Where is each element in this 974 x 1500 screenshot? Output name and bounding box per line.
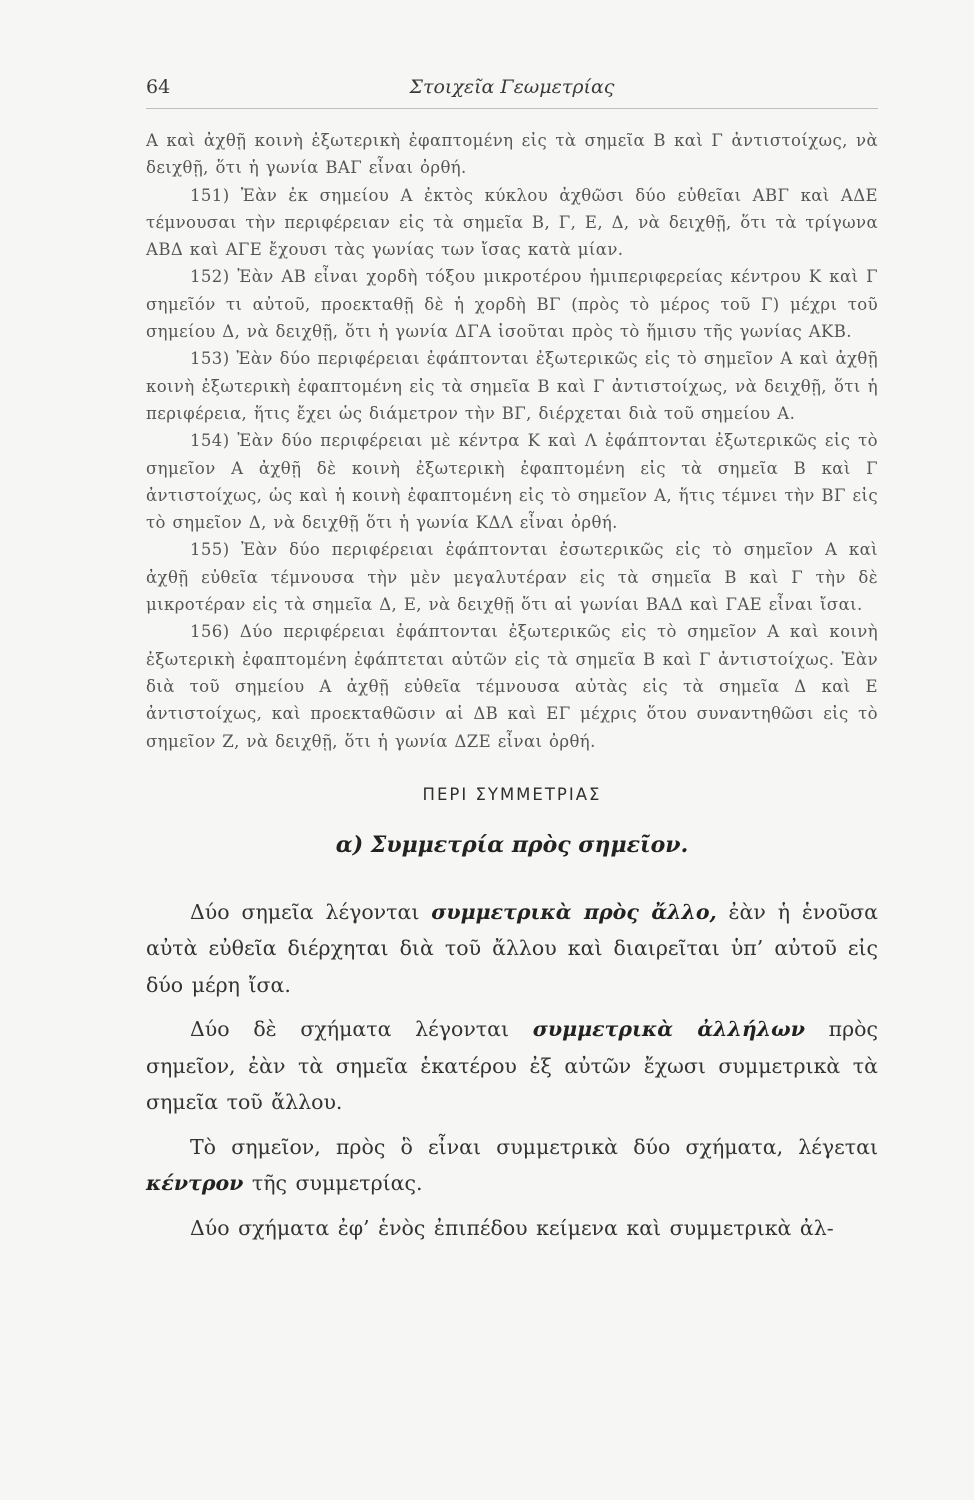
exercise-150-continuation: Α καὶ ἀχθῇ κοινὴ ἐξωτερικὴ ἐφαπτομένη εἰς τὰ σημεῖα Β καὶ Γ ἀντιστοίχως, νὰ δειχθῇ, ὅτι ἡ γωνία ΒΑΓ εἶναι ὀρθή. <box>146 131 878 178</box>
running-head <box>146 74 878 109</box>
page-number: 64 <box>146 76 171 98</box>
definition-text: Τὸ σημεῖον, πρὸς ὃ εἶναι συμμετρικὰ δύο σχήματα, λέγεται <box>190 1134 878 1159</box>
running-title: Στοιχεῖα Γεωμετρίας <box>409 76 615 98</box>
exercise-list <box>146 127 878 755</box>
definition-text: Δύο σχήματα ἐφ’ ἑνὸς ἐπιπέδου κείμενα καὶ συμμετρικὰ ἀλ- <box>190 1215 834 1240</box>
definition-paragraph-3 <box>146 1129 878 1202</box>
exercise-151: 151) Ἐὰν ἐκ σημείου Α ἐκτὸς κύκλου ἀχθῶσι δύο εὐθεῖαι ΑΒΓ καὶ ΑΔΕ τέμνουσαι τὴν περιφέρειαν εἰς τὰ σημεῖα Β, Γ, Ε, Δ, νὰ δειχθῇ, ὅτι τὰ τρίγωνα ΑΒΔ καὶ ΑΓΕ ἔχουσι τὰς γωνίας των ἴσας κατὰ μίαν. <box>146 185 878 260</box>
exercise-156: 156) Δύο περιφέρειαι ἐφάπτονται ἐξωτερικῶς εἰς τὸ σημεῖον Α καὶ κοινὴ ἐξωτερικὴ ἐφαπτομένη ἐφάπτεται αὐτῶν εἰς τὰ σημεῖα Β καὶ Γ ἀντιστοίχως. Ἐὰν διὰ τοῦ σημείου Α ἀχθῇ εὐθεῖα τέμνουσα αὐτὰς εἰς τὰ σημεῖα Δ καὶ Ε ἀντιστοίχως, καὶ προεκταθῶσιν αἱ ΔΒ καὶ ΕΓ μέχρις ὅτου συναντηθῶσι εἰς τὸ σημεῖον Ζ, νὰ δειχθῇ, ὅτι ἡ γωνία ΔΖΕ εἶναι ὀρθή. <box>146 622 878 751</box>
definitions <box>146 894 878 1247</box>
exercise-155: 155) Ἐὰν δύο περιφέρειαι ἐφάπτονται ἐσωτερικῶς εἰς τὸ σημεῖον Α καὶ ἀχθῇ εὐθεῖα τέμνουσα τὴν μὲν μεγαλυτέραν εἰς τὰ σημεῖα Β καὶ Γ τὴν δὲ μικροτέραν εἰς τὰ σημεῖα Δ, Ε, νὰ δειχθῇ ὅτι αἱ γωνίαι ΒΑΔ καὶ ΓΑΕ εἶναι ἴσαι. <box>146 540 878 615</box>
definition-text: ἐὰν ἡ ἑνοῦσα αὐτὰ εὐθεῖα διέρχηται διὰ τοῦ ἄλλου καὶ διαιρεῖται ὑπ’ αὐτοῦ εἰς δύο μέρη ἴσα. <box>146 899 878 997</box>
defined-term: συμμετρικὰ πρὸς ἄλλο, <box>431 899 717 924</box>
definition-text: Δύο σημεῖα λέγονται <box>190 899 432 924</box>
section-heading: ΠΕΡΙ ΣΥΜΜΕΤΡΙΑΣ <box>422 784 602 804</box>
defined-term: συμμετρικὰ ἀλλήλων <box>532 1017 805 1042</box>
exercise-152: 152) Ἐὰν ΑΒ εἶναι χορδὴ τόξου μικροτέρου ἡμιπεριφερείας κέντρου Κ καὶ Γ σημεῖόν τι αὐτοῦ, προεκταθῇ δὲ ἡ χορδὴ ΒΓ (πρὸς τὸ μέρος τοῦ Γ) μέχρι τοῦ σημείου Δ, νὰ δειχθῇ, ὅτι ἡ γωνία ΔΓΑ ἰσοῦται πρὸς τὸ ἥμισυ τῆς γωνίας ΑΚΒ. <box>146 267 878 342</box>
definition-paragraph-1 <box>146 894 878 1004</box>
defined-term: κέντρον <box>146 1171 244 1196</box>
book-page <box>146 74 878 1474</box>
exercise-153: 153) Ἐὰν δύο περιφέρειαι ἐφάπτονται ἐξωτερικῶς εἰς τὸ σημεῖον Α καὶ ἀχθῇ κοινὴ ἐξωτερικὴ ἐφαπτομένη εἰς τὰ σημεῖα Β καὶ Γ ἀντιστοίχως, νὰ δειχθῇ, ὅτι ἡ περιφέρεια, ἥτις ἔχει ὡς διάμετρον τὴν ΒΓ, διέρχεται διὰ τοῦ σημείου Α. <box>146 349 878 423</box>
subsection-heading: α) Συμμετρία πρὸς σημεῖον. <box>335 831 689 858</box>
definition-text: Δύο δὲ σχήματα λέγονται <box>190 1017 533 1042</box>
definition-text: τῆς συμμετρίας. <box>243 1171 423 1196</box>
definition-text: πρὸς σημεῖον, ἐὰν τὰ σημεῖα ἑκατέρου ἐξ αὐτῶν ἔχωσι συμμετρικὰ τὰ σημεῖα τοῦ ἄλλου. <box>146 1017 878 1115</box>
exercise-154: 154) Ἐὰν δύο περιφέρειαι μὲ κέντρα Κ καὶ Λ ἐφάπτονται ἐξωτερικῶς εἰς τὸ σημεῖον Α ἀχθῇ δὲ κοινὴ ἐξωτερικὴ ἐφαπτομένη εἰς τὰ σημεῖα Β καὶ Γ ἀντιστοίχως, ὡς καὶ ἡ κοινὴ ἐφαπτομένη εἰς τὸ σημεῖον Α, ἥτις τέμνει τὴν ΒΓ εἰς τὸ σημεῖον Δ, νὰ δειχθῇ ὅτι ἡ γωνία ΚΔΛ εἶναι ὀρθή. <box>146 431 878 533</box>
definition-paragraph-2 <box>146 1011 878 1121</box>
definition-paragraph-4 <box>146 1210 878 1247</box>
